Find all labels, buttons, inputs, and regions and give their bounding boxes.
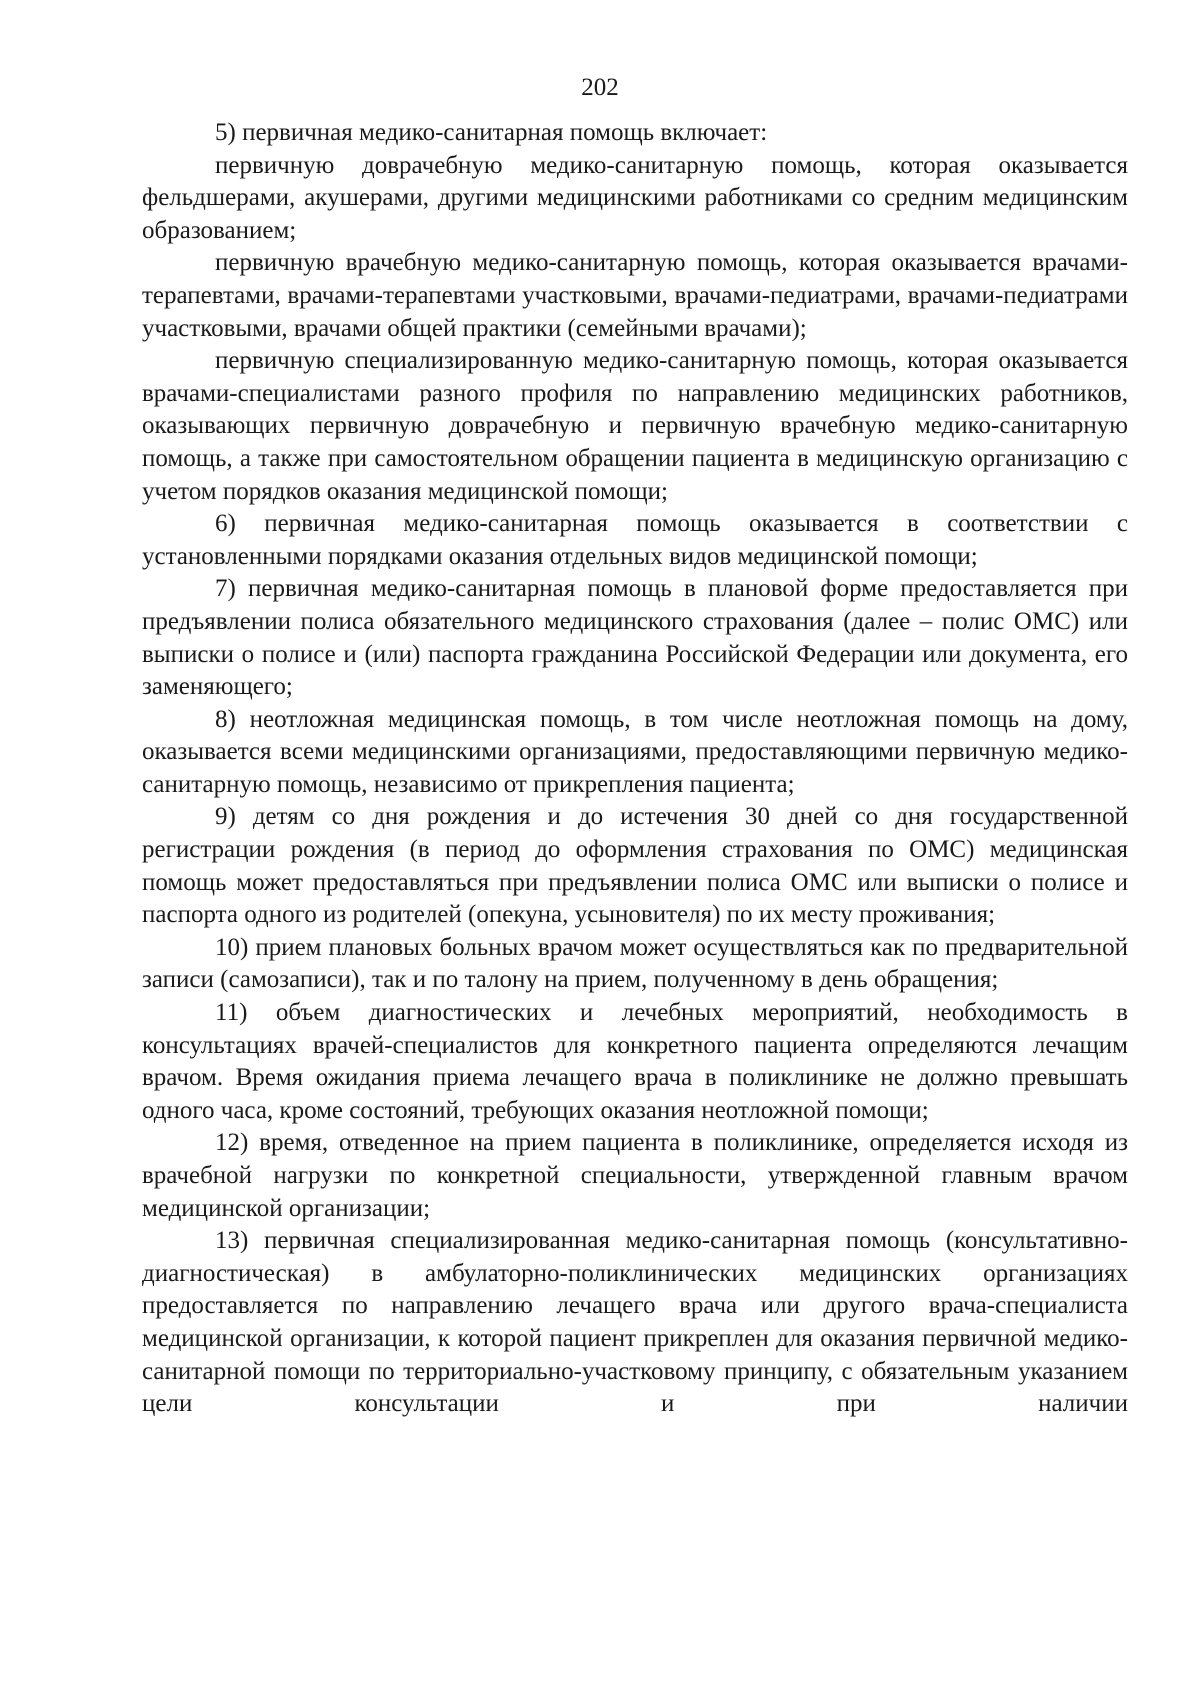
paragraph-item-6: 6) первичная медико-санитарная помощь оказывается в соответствии с установленными порядками оказания отдельных видов медицинской помощи; — [142, 510, 1128, 570]
paragraph-item-12: 12) время, отведенное на прием пациента в поликлинике, определяется исходя из врачебной нагрузки по конкретной специальности, утвержденной главным врачом медицинской организации; — [142, 1129, 1128, 1222]
paragraph-item-9: 9) детям со дня рождения и до истечения 30 дней со дня государственной регистрации рождения (в период до оформления страхования по ОМС) медицинская помощь может предоставляться при предъявлении полиса ОМС или выписки о полисе и паспорта одного из родителей (опекуна, усыновителя) по их месту проживания; — [142, 803, 1128, 929]
page-number: 202 — [581, 74, 619, 101]
paragraph-specialized-care: первичную специализированную медико-санитарную помощь, которая оказывается врачами-специалистами разного профиля по направлению медицинских работников, оказывающих первичную доврачебную и первичную врачебную медико-санитарную помощь, а также при самостоятельном обращении пациента в медицинскую организацию с учетом порядков оказания медицинской помощи; — [142, 347, 1128, 505]
paragraph-item-10: 10) прием плановых больных врачом может осуществляться как по предварительной записи (самозаписи), так и по талону на прием, полученному в день обращения; — [142, 933, 1128, 994]
paragraph-item-13: 13) первичная специализированная медико-санитарная помощь (консультативно-диагностическая) в амбулаторно-поликлинических медицинских организациях предоставляется по направлению лечащего врача или другого врача-специалиста медицинской организации, к которой пациент прикреплен для оказания первичной медико-санитарной помощи по территориально-участковому принципу, с обязательным указанием цели консультации и при наличии — [142, 1227, 1128, 1418]
paragraph-item-11: 11) объем диагностических и лечебных мероприятий, необходимость в консультациях врачей-специалистов для конкретного пациента определяются лечащим врачом. Время ожидания приема лечащего врача в поликлинике не должно превышать одного часа, кроме состояний, требующих оказания неотложной помощи; — [142, 999, 1128, 1124]
paragraph-item-7: 7) первичная медико-санитарная помощь в плановой форме предоставляется при предъявлении полиса обязательного медицинского страхования (далее – полис ОМС) или выписки о полисе и (или) паспорта гражданина Российской Федерации или документа, его заменяющего; — [142, 575, 1128, 701]
paragraph-item-8: 8) неотложная медицинская помощь, в том числе неотложная помощь на дому, оказывается всеми медицинскими организациями, предоставляющими первичную медико-санитарную помощь, независимо от прикрепления пациента; — [142, 705, 1128, 798]
paragraph-item-5: 5) первичная медико-санитарная помощь включает: — [215, 119, 768, 146]
paragraph-prehospital-care: первичную доврачебную медико-санитарную помощь, которая оказывается фельдшерами, акушерами, другими медицинскими работниками со средним медицинским образованием; — [142, 151, 1128, 244]
paragraph-physician-care: первичную врачебную медико-санитарную помощь, которая оказывается врачами-терапевтами, врачами-терапевтами участковыми, врачами-педиатрами, врачами-педиатрами участковыми, врачами общей практики (семейными врачами); — [142, 249, 1128, 342]
document-body — [142, 117, 1128, 1421]
